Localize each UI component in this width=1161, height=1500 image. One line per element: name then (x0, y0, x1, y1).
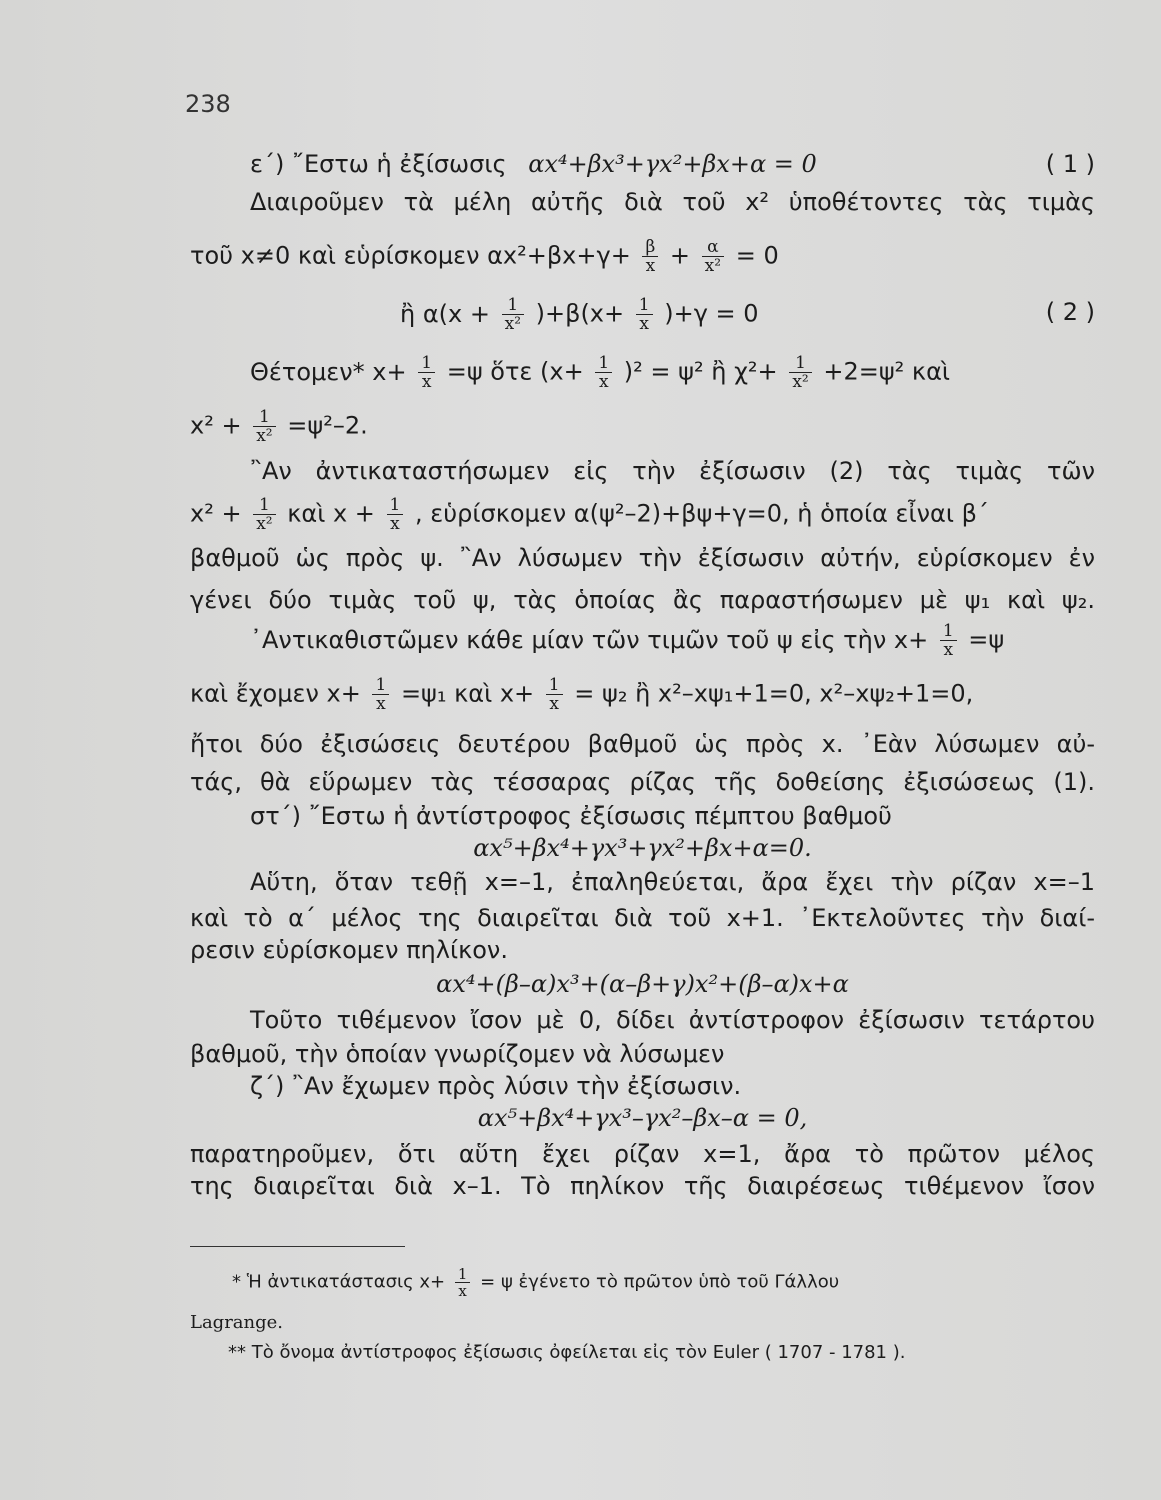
paragraph-line: ρεσιν εὑρίσκομεν πηλίκον. (190, 936, 508, 964)
line-text: +2=ψ² καὶ (823, 357, 951, 386)
substitution-line (190, 354, 1095, 391)
divided-equation-line (190, 238, 1095, 275)
two-quadratics-line (190, 676, 1095, 713)
footnote-1 (232, 1266, 1095, 1299)
footnote-2: ** Τὸ ὄνομα ἀντίστροφος ἐξίσωσις ὀφείλεται εἰς τὸν Euler ( 1707 - 1781 ). (228, 1342, 906, 1363)
fraction-numerator: 1 (375, 675, 387, 695)
paragraph-line: Διαιροῦμεν τὰ μέλη αὐτῆς διὰ τοῦ x² ὑποθέτοντες τὰς τιμὰς (250, 188, 1095, 216)
fraction-denominator: x (418, 372, 435, 391)
fraction (940, 622, 957, 659)
line-text: = ψ₂ ἢ x²–xψ₁+1=0, x²–xψ₂+1=0, (574, 679, 974, 708)
equation-1-line (190, 148, 1095, 180)
fraction-denominator: x (636, 314, 653, 333)
line-text: x² + (190, 411, 242, 440)
fraction-numerator: 1 (795, 353, 806, 373)
footnote-divider (190, 1246, 405, 1247)
page-number: 238 (185, 90, 231, 118)
fraction (702, 238, 724, 275)
paragraph-line: καὶ τὸ α΄ μέλος της διαιρεῖται διὰ τοῦ x+1. ᾿Εκτελοῦντες τὴν διαί- (190, 904, 1095, 932)
fraction-numerator: 1 (507, 295, 519, 315)
line-text: καὶ x + (287, 499, 375, 528)
case-zeta-heading: ζ΄) ῍Αν ἔχωμεν πρὸς λύσιν τὴν ἐξίσωσιν. (250, 1072, 742, 1100)
fraction (789, 354, 811, 391)
line-text: τοῦ x≠0 καὶ εὑρίσκομεν αx²+βx+γ+ (190, 241, 631, 270)
line-text: Θέτομεν* x+ (250, 357, 407, 386)
footnote-1-continued: Lagrange. (190, 1312, 284, 1333)
paragraph-line: γένει δύο τιμὰς τοῦ ψ, τὰς ὁποίας ἂς παραστήσωμεν μὲ ψ₁ καὶ ψ₂. (190, 586, 1095, 614)
fraction (253, 496, 275, 533)
fraction-numerator: 1 (638, 295, 650, 315)
equation-number-2: ( 2 ) (1045, 298, 1095, 326)
fraction (642, 238, 658, 275)
substitution-result-line (190, 408, 1095, 445)
fraction (253, 408, 275, 445)
fraction-denominator: x (455, 1282, 471, 1299)
equation-1: αx⁴+βx³+γx²+βx+α = 0 (528, 150, 817, 178)
line-text: + (669, 241, 691, 270)
fraction-denominator: x (595, 372, 612, 391)
paragraph-line: ἤτοι δύο ἐξισώσεις δευτέρου βαθμοῦ ὡς πρὸς x. ᾿Εὰν λύσωμεν αὐ- (190, 730, 1095, 758)
fraction-denominator: x (940, 640, 957, 659)
equation-2-line (190, 296, 1095, 333)
equation-number-1: ( 1 ) (1045, 150, 1095, 178)
paragraph-line: βαθμοῦ, τὴν ὁποίαν γνωρίζομεν νὰ λύσωμεν (190, 1040, 725, 1068)
fifth-degree-equation-2: αx⁵+βx⁴+γx³–γx²–βx–α = 0, (477, 1104, 808, 1132)
fraction-denominator: x (546, 694, 563, 713)
fraction-numerator: 1 (258, 407, 270, 427)
fraction-denominator: x² (702, 256, 724, 275)
fraction (636, 296, 653, 333)
line-text: =ψ ὅτε (x+ (446, 357, 584, 386)
line-text: =ψ₁ καὶ x+ (400, 679, 535, 708)
fraction-denominator: x (642, 256, 658, 275)
fraction-numerator: 1 (942, 621, 954, 641)
fraction-denominator: x² (253, 514, 275, 533)
line-text: * Ἡ ἀντικατάστασις x+ (232, 1271, 446, 1293)
fraction-denominator: x² (502, 314, 524, 333)
fraction-denominator: x² (789, 372, 811, 391)
fraction-numerator: α (707, 237, 719, 257)
paragraph-line: Τοῦτο τιθέμενον ἴσον μὲ 0, δίδει ἀντίστροφον ἐξίσωσιν τετάρτου (250, 1006, 1095, 1034)
line-text: ἢ α(x + (400, 299, 490, 328)
fraction-numerator: 1 (598, 353, 610, 373)
fifth-degree-equation: αx⁵+βx⁴+γx³+γx²+βx+α=0. (473, 834, 812, 862)
line-text: = 0 (735, 241, 779, 270)
case-st-heading: στ΄) ῎Εστω ἡ ἀντίστροφος ἐξίσωσις πέμπτου βαθμοῦ (250, 802, 892, 830)
line-text: = ψ ἐγένετο τὸ πρῶτον ὑπὸ τοῦ Γάλλου (480, 1271, 840, 1293)
line-text: )+γ = 0 (664, 299, 759, 328)
fraction-numerator: 1 (389, 495, 401, 515)
fraction (595, 354, 612, 391)
fraction (546, 676, 563, 713)
fraction-numerator: 1 (548, 675, 560, 695)
fraction-numerator: 1 (421, 353, 433, 373)
paragraph-line: ῍Αν ἀντικαταστήσωμεν εἰς τὴν ἐξίσωσιν (2) τὰς τιμὰς τῶν (250, 457, 1095, 485)
paragraph-line: της διαιρεῖται διὰ x–1. Τὸ πηλίκον τῆς διαιρέσεως τιθέμενον ἴσον (190, 1172, 1095, 1200)
line-text: )+β(x+ (535, 299, 625, 328)
fraction (502, 296, 524, 333)
fraction-denominator: x² (253, 426, 275, 445)
substitute-back-line (190, 622, 1095, 659)
fraction-denominator: x (387, 514, 404, 533)
fraction (455, 1266, 471, 1299)
quadratic-in-psi-line (190, 496, 1095, 533)
case-epsilon-label: ε΄) ῎Εστω ἡ ἐξίσωσις (250, 150, 507, 178)
fraction-numerator: β (645, 237, 656, 257)
fraction-numerator: 1 (457, 1265, 468, 1283)
fraction (372, 676, 389, 713)
quotient-polynomial: αx⁴+(β–α)x³+(α–β+γ)x²+(β–α)x+α (436, 970, 849, 998)
line-text: =ψ (968, 625, 1005, 654)
paragraph-line: Αὕτη, ὅταν τεθῇ x=–1, ἐπαληθεύεται, ἄρα ἔχει τὴν ρίζαν x=–1 (250, 868, 1095, 896)
line-text: , εὑρίσκομεν α(ψ²–2)+βψ+γ=0, ἡ ὁποία εἶναι β΄ (415, 499, 989, 528)
line-text: =ψ²–2. (287, 411, 368, 440)
fraction-numerator: 1 (258, 495, 270, 515)
paragraph-line: παρατηροῦμεν, ὅτι αὕτη ἔχει ρίζαν x=1, ἄρα τὸ πρῶτον μέλος (190, 1140, 1095, 1168)
line-text: )² = ψ² ἢ χ²+ (623, 357, 778, 386)
fraction (387, 496, 404, 533)
paragraph-line: βαθμοῦ ὡς πρὸς ψ. ῍Αν λύσωμεν τὴν ἐξίσωσιν αὐτήν, εὑρίσκομεν ἐν (190, 544, 1095, 572)
line-text: καὶ ἔχομεν x+ (190, 679, 361, 708)
line-text: ᾿Αντικαθιστῶμεν κάθε μίαν τῶν τιμῶν τοῦ ψ εἰς τὴν x+ (250, 625, 929, 654)
paragraph-line: τάς, θὰ εὕρωμεν τὰς τέσσαρας ρίζας τῆς δοθείσης ἐξισώσεως (1). (190, 768, 1095, 796)
fraction-denominator: x (372, 694, 389, 713)
fraction (418, 354, 435, 391)
line-text: x² + (190, 499, 242, 528)
